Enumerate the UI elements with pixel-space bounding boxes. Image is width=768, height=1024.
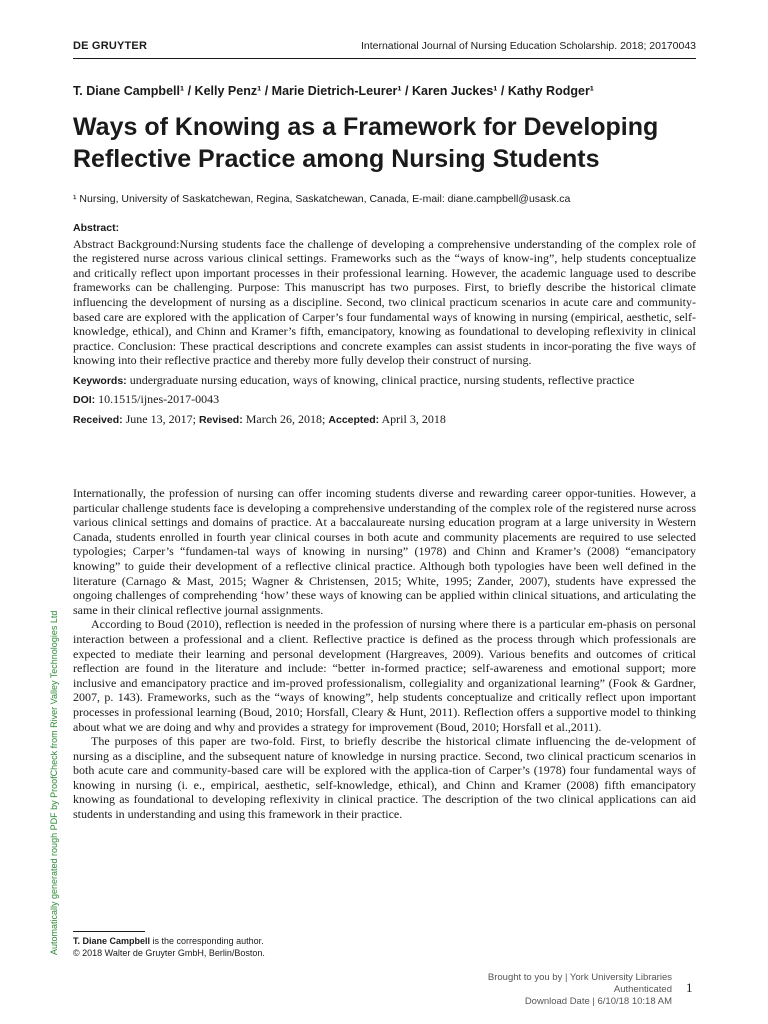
corresponding-author-name: T. Diane Campbell	[73, 936, 151, 946]
download-line-3: Download Date | 6/10/18 10:18 AM	[524, 996, 672, 1007]
keywords-line	[73, 373, 696, 389]
footnote	[73, 935, 696, 959]
body-text	[73, 486, 696, 822]
body-paragraph: The purposes of this paper are two-fold. First, to briefly describe the historical climate influencing the de-velopment of nursing as a discipline, and the subsequent nature of knowledge in nursing practice. Second, two clinical practicum scenarios in both acute care and community-based care will be explored with the applica-tion of Carper’s (1978) four fundamental ways of knowing in nursing (i. e., empirical, aesthetic, self-knowledge, ethical), and Chinn and Kramer (2008) fifth emancipatory knowing as foundational to developing reflexivity in clinical practice. The description of the two clinical applications can aid students in understanding and using this framework in their practice.	[73, 734, 696, 822]
download-line-2: Authenticated	[613, 984, 672, 995]
publisher-name: DE GRUYTER	[73, 40, 148, 52]
accepted-date: April 3, 2018	[381, 412, 446, 427]
keywords-text: undergraduate nursing education, ways of knowing, clinical practice, nursing students, reflective practice	[129, 372, 635, 387]
article-title: Ways of Knowing as a Framework for Developing Reflective Practice among Nursing Students	[73, 113, 659, 173]
doi-label: DOI:	[73, 393, 96, 406]
download-stamp	[460, 972, 672, 1008]
abstract-heading: Abstract:	[73, 222, 120, 234]
doi-value[interactable]: 10.1515/ijnes-2017-0043	[98, 391, 220, 406]
body-paragraph: Internationally, the profession of nursing can offer incoming students diverse and rewarding career oppor-tunities. However, a particular challenge students face is developing a comprehensive understanding of the complex role of the registered nurse across various clinical settings and domains of practice. At a baccalaureate nursing education program at a large university in Western Canada, students enrolled in fourth year clinical courses in both acute and community placements are required to use selected typologies; Carper’s “fundamen-tal ways of knowing in nursing” (1978) and Chinn and Kramer’s (2008) “emancipatory knowing” to guide their development of a reflective clinical practice. Although both typologies have been well defined in the literature (Carnago & Mast, 2015; Wagner & Christensen, 2015; White, 1995; Zander, 2007), students have expressed the ongoing challenges of comprehending ‘how’ these ways of knowing can be applied within clinical situations, and articulating the same in their clinical reflective journal assignments.	[73, 486, 696, 617]
received-label: Received:	[73, 414, 123, 427]
journal-reference: International Journal of Nursing Education Scholarship. 2018; 20170043	[360, 40, 696, 52]
doi-line	[73, 392, 696, 408]
corresponding-author-note	[73, 935, 696, 947]
keywords-label: Keywords:	[73, 374, 127, 387]
author-list: T. Diane Campbell¹ / Kelly Penz¹ / Marie Dietrich-Leurer¹ / Karen Juckes¹ / Kathy Rodger¹	[73, 84, 594, 98]
affiliation: ¹ Nursing, University of Saskatchewan, Regina, Saskatchewan, Canada, E-mail: diane.campbell@usask.ca	[73, 193, 571, 205]
page-number: 1	[686, 980, 693, 995]
proof-watermark: Automatically generated rough PDF by ProofCheck from River Valley Technologies Ltd	[49, 610, 59, 955]
received-date: June 13, 2017;	[125, 412, 196, 427]
abstract-text: Abstract Background:Nursing students face the challenge of developing a comprehensive understanding of the complex role of the registered nurse across various clinical settings. Frameworks such as the “ways of know-ing”, help students conceptualize and critically reflect upon important processes in their professional learning. However, the academic language used to describe frameworks can be challenging. Purpose: This manuscript has two purposes. First, to briefly describe the historical climate influencing the development of nursing as a discipline. Second, two clinical practicum scenarios in acute care and community-based care are explored with the application of Carper’s four fundamental ways of knowing in nursing (empirical, aesthetic, self-knowledge, ethical), and Chinn and Kramer’s fifth, emancipatory, knowing as foundational to developing reflexivity in clinical practice. Conclusion: These practical descriptions and concrete examples can assist students in incor-porating the five ways of knowing into their reflective practice and thereby more fully develop their construct of nursing.	[73, 236, 696, 368]
accepted-label: Accepted:	[328, 414, 380, 427]
running-header	[73, 40, 696, 52]
header-rule	[73, 58, 696, 59]
revised-label: Revised:	[198, 414, 243, 427]
corresponding-author-suffix: is the corresponding author.	[150, 936, 264, 946]
abstract-section	[73, 221, 696, 428]
body-paragraph: According to Boud (2010), reflection is needed in the profession of nursing where there is a particular em-phasis on personal interaction between a professional and a client. Reflective practice is defined as the process through which professionals are expected to mediate their learning and personal development (Hargreaves, 2009). Various benefits and outcomes of critical reflection are found in the literature and include: “better in-formed practice; self-awareness and emotional support; more inclusive and emancipatory practice and im-proved professionalism, collegiality and organizational learning” (Fook & Gardner, 2007, p. 143). Frameworks, such as the “ways of knowing”, help students conceptualize and critically reflect upon important processes in professional learning (Boud, 2010; Horsfall, Cleary & Hunt, 2011). Reflection offers a supportive model to thinking about what we are doing and why and provides a strategy for improvement (Boud, 2010; Horsfall et al.,2011).	[73, 617, 696, 734]
revised-date: March 26, 2018;	[245, 412, 326, 427]
footnote-rule	[73, 931, 145, 932]
download-line-1: Brought to you by | York University Libraries	[487, 972, 672, 983]
dates-line	[73, 412, 696, 428]
copyright-notice: © 2018 Walter de Gruyter GmbH, Berlin/Boston.	[73, 948, 265, 958]
